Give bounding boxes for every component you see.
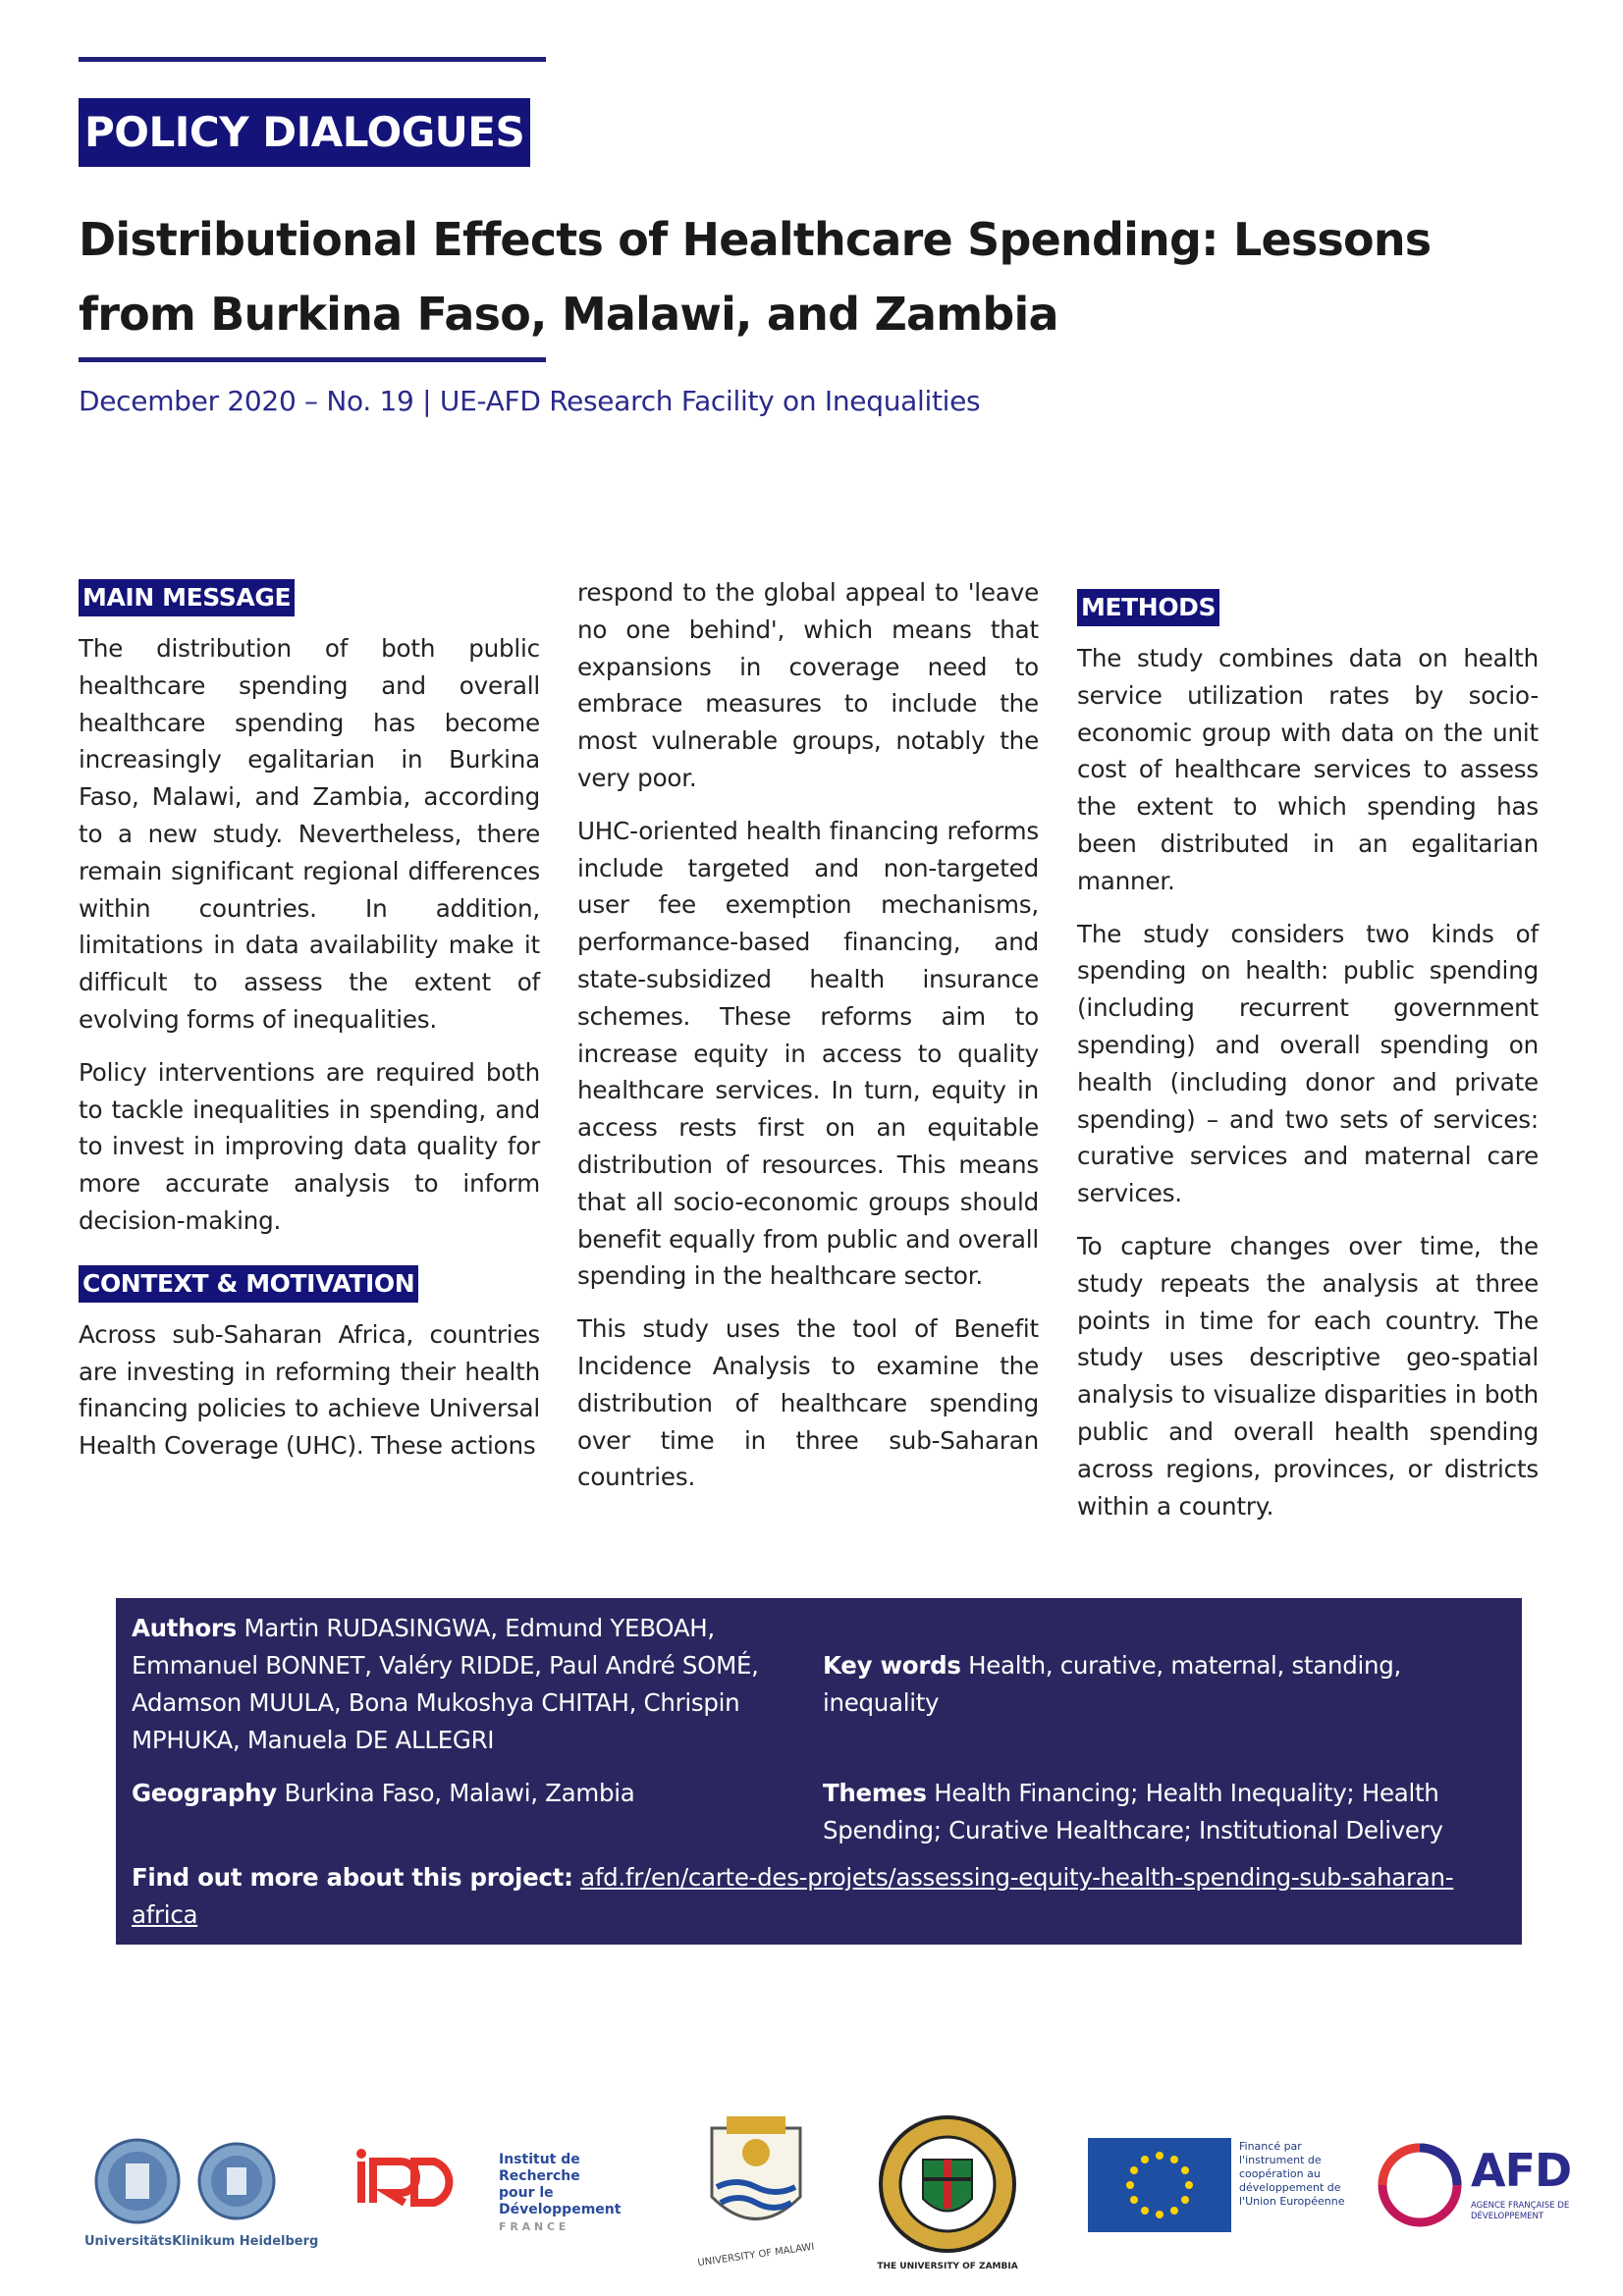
series-label: POLICY DIALOGUES — [79, 98, 530, 167]
malawi-caption: UNIVERSITY OF MALAWI — [696, 2241, 816, 2269]
context-paragraph-1: Across sub-Saharan Africa, countries are investing in reforming their health financing policies to achieve Universal Health Coverage (UHC). These actions — [79, 1319, 540, 1461]
context-paragraph-2: respond to the global appeal to 'leave no one behind', which means that expansions in coverage need to embrace measures to include the most vulnerable groups, notably the very poor. — [577, 578, 1039, 792]
ird-line-2: pour le Développement — [499, 2185, 622, 2217]
zambia-caption: THE UNIVERSITY OF ZAMBIA — [877, 2262, 1018, 2271]
project-link[interactable]: afd.fr/en/carte-des-projets/assessing-equity-health-spending-sub-saharan-africa — [132, 1863, 1454, 1929]
malawi-crest-icon — [687, 2109, 825, 2246]
themes-label: Themes — [823, 1779, 927, 1807]
heidelberg-seals-icon — [84, 2138, 320, 2226]
university-of-malawi-logo — [687, 2109, 825, 2275]
themes-value: Health Financing; Health Inequality; Health Spending; Curative Healthcare; Institutional Delivery — [823, 1779, 1443, 1844]
university-of-zambia-logo — [874, 2110, 1021, 2271]
document-title: Distributional Effects of Healthcare Spending: Lessons from Burkina Faso, Malawi, and Zambia — [79, 213, 1432, 341]
ird-line-3: F R A N C E — [499, 2220, 567, 2233]
themes-block — [823, 1775, 1471, 1849]
afd-logo — [1375, 2140, 1591, 2233]
main-message-paragraph-2: Policy interventions are required both to tackle inequalities in spending, and to invest in improving data quality for more accurate analysis to inform decision-making. — [79, 1057, 540, 1235]
column-middle — [577, 574, 1039, 1512]
ird-line-1: Institut de Recherche — [499, 2152, 580, 2184]
methods-paragraph-1: The study combines data on health service utilization rates by socio-economic group with data on the unit cost of healthcare services to assess the extent to which spending has been distributed in an egalitarian manner. — [1077, 644, 1539, 895]
main-message-heading: MAIN MESSAGE — [79, 579, 295, 616]
top-rule — [79, 57, 546, 62]
keywords-label: Key words — [823, 1651, 961, 1680]
eu-flag-icon — [1088, 2138, 1231, 2232]
heidelberg-logo — [84, 2138, 320, 2249]
afd-mark: AFD — [1471, 2144, 1572, 2197]
keywords-value: Health, curative, maternal, standing, inequality — [823, 1651, 1401, 1717]
zambia-crest-icon — [874, 2110, 1021, 2258]
heidelberg-caption: UniversitätsKlinikum Heidelberg — [84, 2234, 319, 2249]
ird-text — [499, 2152, 666, 2235]
ird-logo — [353, 2148, 648, 2233]
context-heading: CONTEXT & MOTIVATION — [79, 1265, 418, 1303]
authors-label: Authors — [132, 1614, 237, 1642]
find-out-more-block — [132, 1859, 1516, 1934]
afd-caption: AGENCE FRANÇAISE DE DÉVELOPPEMENT — [1471, 2201, 1570, 2221]
find-out-more-label: Find out more about this project: — [132, 1863, 573, 1892]
afd-ring-icon — [1375, 2140, 1465, 2230]
context-paragraph-4: This study uses the tool of Benefit Incidence Analysis to examine the distribution of healthcare spending over time in three sub-Saharan countries. — [577, 1314, 1039, 1492]
methods-heading: METHODS — [1077, 589, 1219, 626]
ird-mark-icon — [353, 2148, 491, 2216]
keywords-block — [823, 1647, 1451, 1722]
column-left — [79, 579, 540, 1480]
title-rule — [79, 357, 546, 362]
eu-funding-logo — [1088, 2138, 1353, 2236]
methods-paragraph-2: The study considers two kinds of spending on health: public spending (including recurrent government spending) and overall spending on health (including donor and private spending) – and two sets of services: curative services and maternal care services. — [1077, 919, 1539, 1208]
authors-value: Martin RUDASINGWA, Edmund YEBOAH, Emmanuel BONNET, Valéry RIDDE, Paul André SOMÉ, Adamson MUULA, Bona Mukoshya CHITAH, Chrispin MPHUKA, Manuela DE ALLEGRI — [132, 1614, 759, 1754]
authors-block — [132, 1610, 760, 1759]
geography-value: Burkina Faso, Malawi, Zambia — [284, 1779, 635, 1807]
dateline: December 2020 – No. 19 | UE-AFD Research Facility on Inequalities — [79, 385, 981, 417]
main-message-paragraph-1: The distribution of both public healthcare spending and overall healthcare spending has become increasingly egalitarian in Burkina Faso, Malawi, and Zambia, according to a new study. Nevertheless, there remain significant regional differences within countries. In addition, limitations in data availability make it difficult to assess the extent of evolving forms of inequalities. — [79, 634, 540, 1034]
geography-label: Geography — [132, 1779, 277, 1807]
context-paragraph-3: UHC-oriented health financing reforms include targeted and non-targeted user fee exemption mechanisms, performance-based financing, and state-subsidized health insurance schemes. These reforms aim to increase equity in access to quality healthcare services. In turn, equity in access rests first on an equitable distribution of resources. This means that all socio-economic groups should benefit equally from public and overall spending in the healthcare sector. — [577, 816, 1039, 1291]
eu-caption: Financé par l'instrument de coopération au développement de l'Union Européenne — [1239, 2140, 1345, 2208]
methods-paragraph-3: To capture changes over time, the study repeats the analysis at three points in time for each country. The study uses descriptive geo-spatial analysis to visualize disparities in both public and overall health spending across regions, provinces, or districts within a country. — [1077, 1231, 1539, 1521]
column-right — [1077, 589, 1539, 1540]
geography-block — [132, 1775, 760, 1812]
project-info-box — [116, 1598, 1522, 1945]
